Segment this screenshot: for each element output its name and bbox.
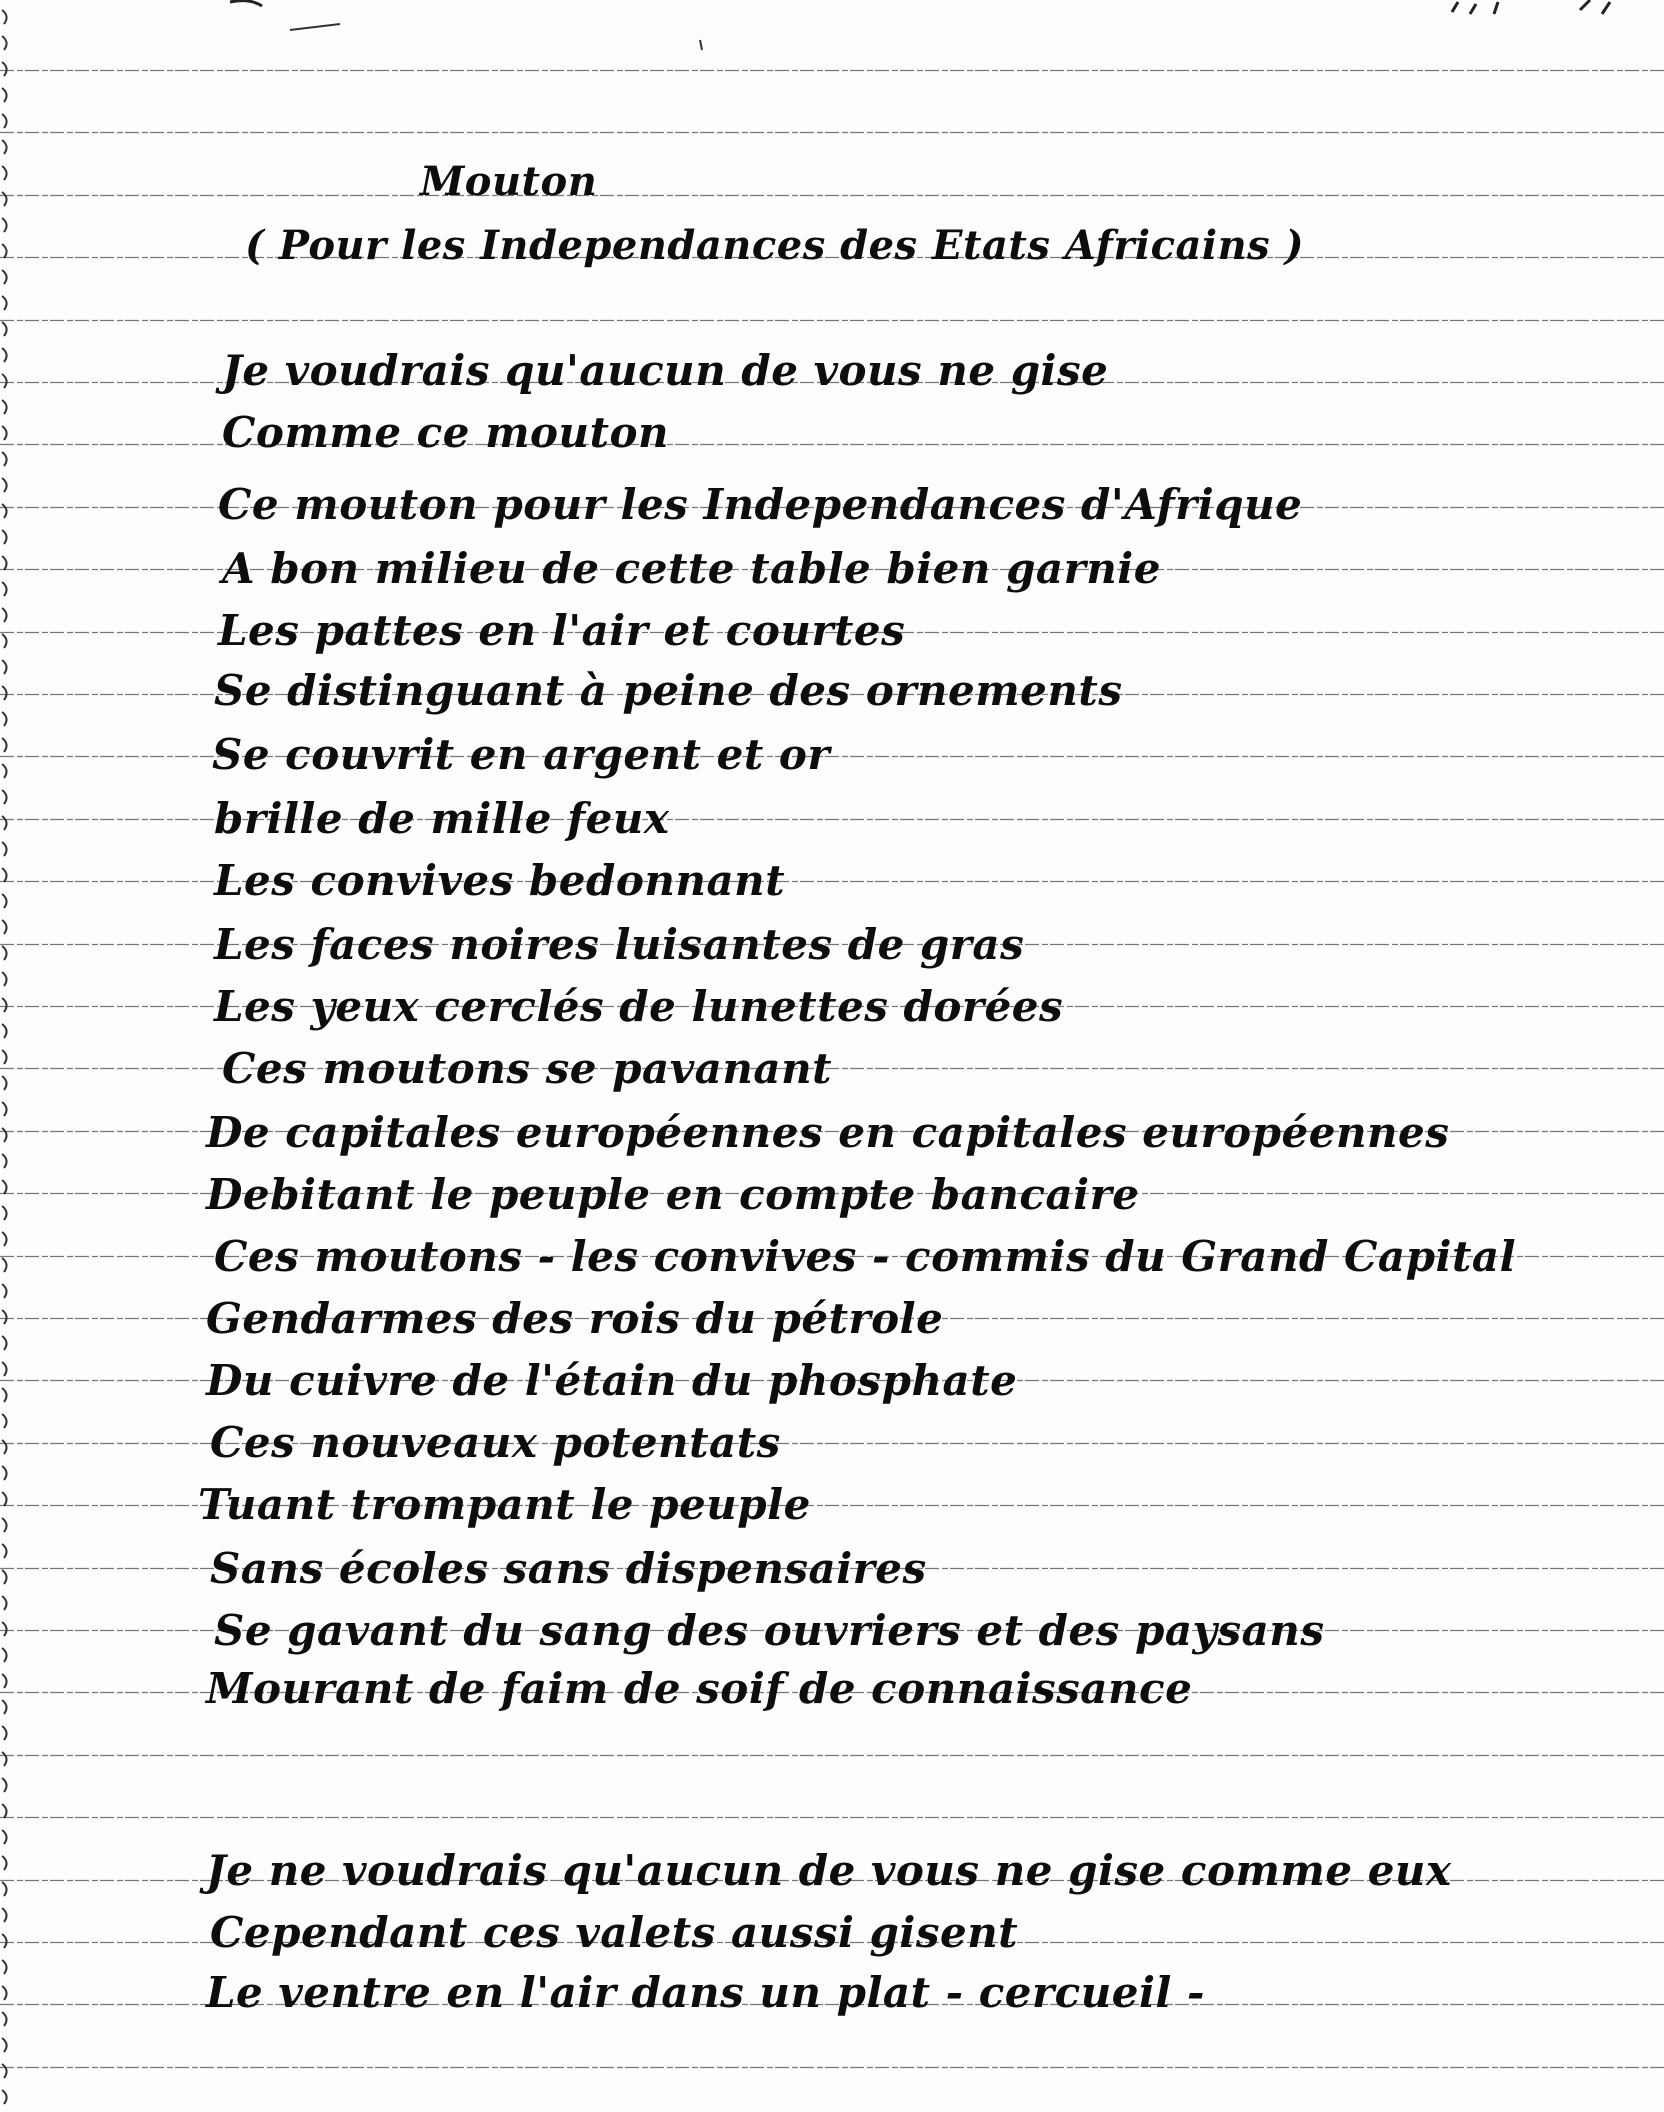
binding-tick [2,1102,7,1116]
binding-tick [2,1284,7,1298]
binding-tick [2,608,7,622]
binding-tick [2,426,7,440]
binding-tick [2,62,7,76]
binding-tick [2,348,7,362]
binding-tick [2,400,7,414]
binding-tick [2,1336,7,1350]
binding-tick [2,1674,7,1688]
poem-line: Ces nouveaux potentats [210,1418,781,1467]
poem-line: Se gavant du sang des ouvriers et des paysans [214,1606,1325,1655]
binding-tick [2,868,7,882]
poem-line: Ces moutons - les convives - commis du Grand Capital [214,1232,1517,1281]
binding-tick [2,894,7,908]
binding-tick [2,1154,7,1168]
binding-tick [2,1570,7,1584]
poem-line: Je voudrais qu'aucun de vous ne gise [222,346,1109,395]
binding-tick [2,1986,7,2000]
binding-tick [2,1388,7,1402]
binding-tick [2,556,7,570]
binding-tick [2,1856,7,1870]
binding-tick [2,2064,7,2078]
poem-line: brille de mille feux [214,794,670,843]
binding-tick [2,582,7,596]
binding-tick [2,1622,7,1636]
binding-tick [2,114,7,128]
binding-tick [2,1908,7,1922]
binding-tick [2,1440,7,1454]
binding-tick [2,88,7,102]
poem-line: Les pattes en l'air et courtes [218,606,906,655]
poem-line: Se distinguant à peine des ornements [214,666,1123,715]
poem-dedication: ( Pour les Independances des Etats Africains ) [245,222,1305,269]
binding-tick [2,998,7,1012]
poem-line: De capitales européennes en capitales européennes [206,1108,1450,1157]
binding-tick [2,1492,7,1506]
binding-tick [2,1310,7,1324]
poem-line: Ce mouton pour les Independances d'Afrique [218,480,1303,529]
binding-tick [2,1700,7,1714]
poem-title: Mouton [420,158,598,205]
poem-line: Du cuivre de l'étain du phosphate [206,1356,1018,1405]
binding-tick [2,270,7,284]
binding-tick [2,2012,7,2026]
binding-tick [2,1960,7,1974]
binding-tick [2,764,7,778]
top-edge-marks [0,0,1664,60]
binding-tick [2,738,7,752]
binding-tick [2,452,7,466]
binding-tick [2,1778,7,1792]
binding-tick [2,1414,7,1428]
poem-line: A bon milieu de cette table bien garnie [222,544,1161,593]
binding-tick [2,686,7,700]
poem-line: Ces moutons se pavanant [222,1044,832,1093]
binding-tick [2,1830,7,1844]
binding-tick [2,296,7,310]
binding-tick [2,1726,7,1740]
binding-tick [2,1544,7,1558]
poem-line: Les faces noires luisantes de gras [214,920,1025,969]
binding-tick [2,1024,7,1038]
binding-tick [2,166,7,180]
poem-line: Je ne voudrais qu'aucun de vous ne gise comme eux [206,1846,1452,1895]
binding-tick [2,1804,7,1818]
binding-tick [2,504,7,518]
binding-tick [2,218,7,232]
binding-tick [2,1934,7,1948]
poem-line: Mourant de faim de soif de connaissance [206,1664,1193,1713]
binding-tick [2,1466,7,1480]
binding-tick [2,2090,7,2104]
poem-line: Tuant trompant le peuple [198,1480,811,1529]
binding-tick [2,790,7,804]
binding-tick [2,1882,7,1896]
binding-tick [2,1206,7,1220]
binding-tick [2,244,7,258]
poem-line: Les yeux cerclés de lunettes dorées [214,982,1064,1031]
binding-tick [2,1050,7,1064]
binding-tick [2,1076,7,1090]
binding-tick [2,1180,7,1194]
binding-tick [2,920,7,934]
binding-tick [2,816,7,830]
binding-tick [2,1232,7,1246]
binding-tick [2,972,7,986]
binding-tick [2,140,7,154]
poem-line: Gendarmes des rois du pétrole [206,1294,944,1343]
margin-tick-marks [0,0,22,2112]
poem-line: Se couvrit en argent et or [212,730,831,779]
binding-tick [2,660,7,674]
poem-line: Sans écoles sans dispensaires [210,1544,927,1593]
binding-tick [2,712,7,726]
binding-tick [2,634,7,648]
poem-line: Debitant le peuple en compte bancaire [206,1170,1140,1219]
poem-line: Les convives bedonnant [214,856,786,905]
poem-line: Comme ce mouton [222,408,670,457]
binding-tick [2,1128,7,1142]
poem-line: Cependant ces valets aussi gisent [210,1908,1019,1957]
binding-tick [2,322,7,336]
binding-tick [2,2038,7,2052]
binding-tick [2,1362,7,1376]
binding-tick [2,1752,7,1766]
poem-line: Le ventre en l'air dans un plat - cercueil - [206,1968,1205,2017]
binding-tick [2,842,7,856]
binding-tick [2,1518,7,1532]
binding-tick [2,1258,7,1272]
binding-tick [2,946,7,960]
binding-tick [2,1596,7,1610]
binding-tick [2,530,7,544]
binding-tick [2,478,7,492]
binding-tick [2,374,7,388]
binding-tick [2,1648,7,1662]
binding-tick [2,192,7,206]
